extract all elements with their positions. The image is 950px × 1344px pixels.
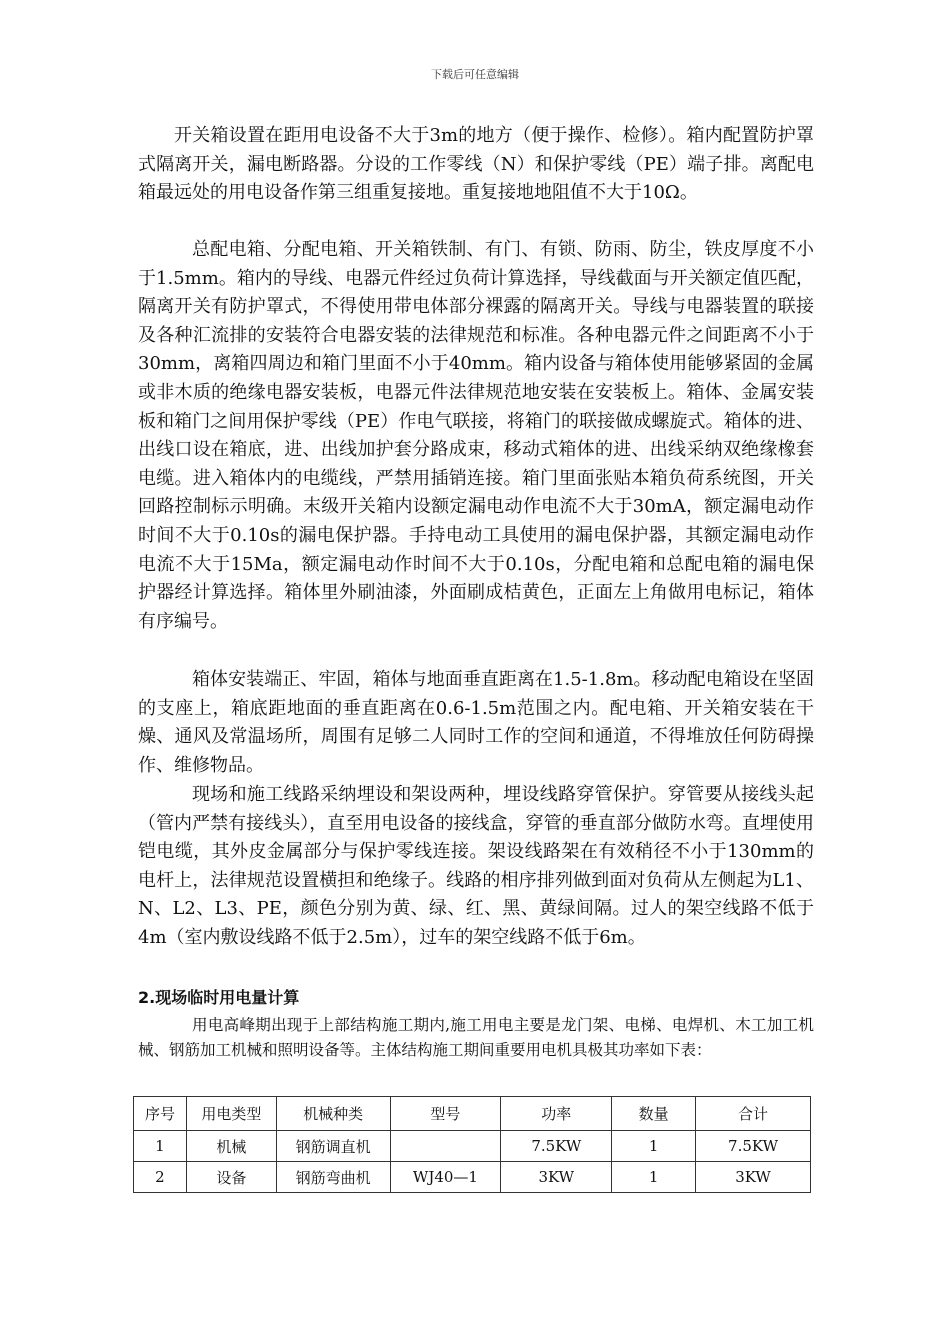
table-cell: 3KW [501,1162,612,1193]
table-cell: WJ40—1 [390,1162,501,1193]
page-header: 下载后可任意编辑 [431,68,519,81]
table-cell: 1 [612,1131,696,1162]
paragraph-intro: 用电高峰期出现于上部结构施工期内,施工用电主要是龙门架、电梯、电焊机、木工加工机械、钢筋加工机械和照明设备等。主体结构施工期间重要用电机具极其功率如下表： [138,1016,814,1059]
table-cell: 1 [134,1131,187,1162]
power-table [133,1096,811,1193]
table-cell: 7.5KW [696,1131,811,1162]
table-cell: 设备 [186,1162,276,1193]
table-header-cell: 序号 [134,1097,187,1131]
table-header-cell: 数量 [612,1097,696,1131]
table-header-cell: 机械种类 [276,1097,390,1131]
table-cell: 3KW [696,1162,811,1193]
table-header-cell: 型号 [390,1097,501,1131]
table-cell: 7.5KW [501,1131,612,1162]
table-cell: 钢筋弯曲机 [276,1162,390,1193]
paragraph-distribution-box: 总配电箱、分配电箱、开关箱铁制、有门、有锁、防雨、防尘，铁皮厚度不小于1.5mm。箱内的导线、电器元件经过负荷计算选择，导线截面与开关额定值匹配，隔离开关有防护罩式，不得使用带电体部分裸露的隔离开关。导线与电器装置的联接及各种汇流排的安装符合电器安装的法律规范和标准。各种电器元件之间距离不小于30mm，离箱四周边和箱门里面不小于40mm。箱内设备与箱体使用能够紧固的金属或非木质的绝缘电器安装板，电器元件法律规范地安装在安装板上。箱体、金属安装板和箱门之间用保护零线（PE）作电气联接，将箱门的联接做成螺旋式。箱体的进、出线口设在箱底，进、出线加护套分路成束，移动式箱体的进、出线采纳双绝缘橡套电缆。进入箱体内的电缆线，严禁用插销连接。箱门里面张贴本箱负荷系统图，开关回路控制标示明确。末级开关箱内设额定漏电动作电流不大于30mA，额定漏电动作时间不大于0.10s的漏电保护器。手持电动工具使用的漏电保护器，其额定漏电动作电流不大于15Ma，额定漏电动作时间不大于0.10s，分配电箱和总配电箱的漏电保护器经计算选择。箱体里外刷油漆，外面刷成桔黄色，正面左上角做用电标记，箱体有序编号。 [138,239,814,632]
table-header-cell: 合计 [696,1097,811,1131]
table-row [134,1131,811,1162]
table-cell: 钢筋调直机 [276,1131,390,1162]
paragraph-wiring: 现场和施工线路采纳埋设和架设两种，埋设线路穿管保护。穿管要从接线头起（管内严禁有接线头），直至用电设备的接线盒，穿管的垂直部分做防水弯。直埋使用铠电缆，其外皮金属部分与保护零线连接。架设线路架在有效稍径不小于130mm的电杆上，法律规范设置横担和绝缘子。线路的相序排列做到面对负荷从左侧起为L1、N、L2、L3、PE，颜色分别为黄、绿、红、黑、黄绿间隔。过人的架空线路不低于4m（室内敷设线路不低于2.5m），过车的架空线路不低于6m。 [138,784,814,948]
table-row [134,1162,811,1193]
paragraph-box-installation: 箱体安装端正、牢固，箱体与地面垂直距离在1.5-1.8m。移动配电箱设在坚固的支座上，箱底距地面的垂直距离在0.6-1.5m范围之内。配电箱、开关箱安装在干燥、通风及常温场所，周围有足够二人同时工作的空间和通道，不得堆放任何防碍操作、维修物品。 [138,669,814,776]
table-cell [390,1131,501,1162]
table-header-cell: 功率 [501,1097,612,1131]
table-cell: 1 [612,1162,696,1193]
table-header-row [134,1097,811,1131]
paragraph-switch-box: 开关箱设置在距用电设备不大于3m的地方（便于操作、检修）。箱内配置防护罩式隔离开关，漏电断路器。分设的工作零线（N）和保护零线（PE）端子排。离配电箱最远处的用电设备作第三组重复接地。重复接地地阻值不大于10Ω。 [138,125,814,204]
table-cell: 机械 [186,1131,276,1162]
table-cell: 2 [134,1162,187,1193]
section-heading: 2.现场临时用电量计算 [138,988,300,1007]
table-header-cell: 用电类型 [186,1097,276,1131]
